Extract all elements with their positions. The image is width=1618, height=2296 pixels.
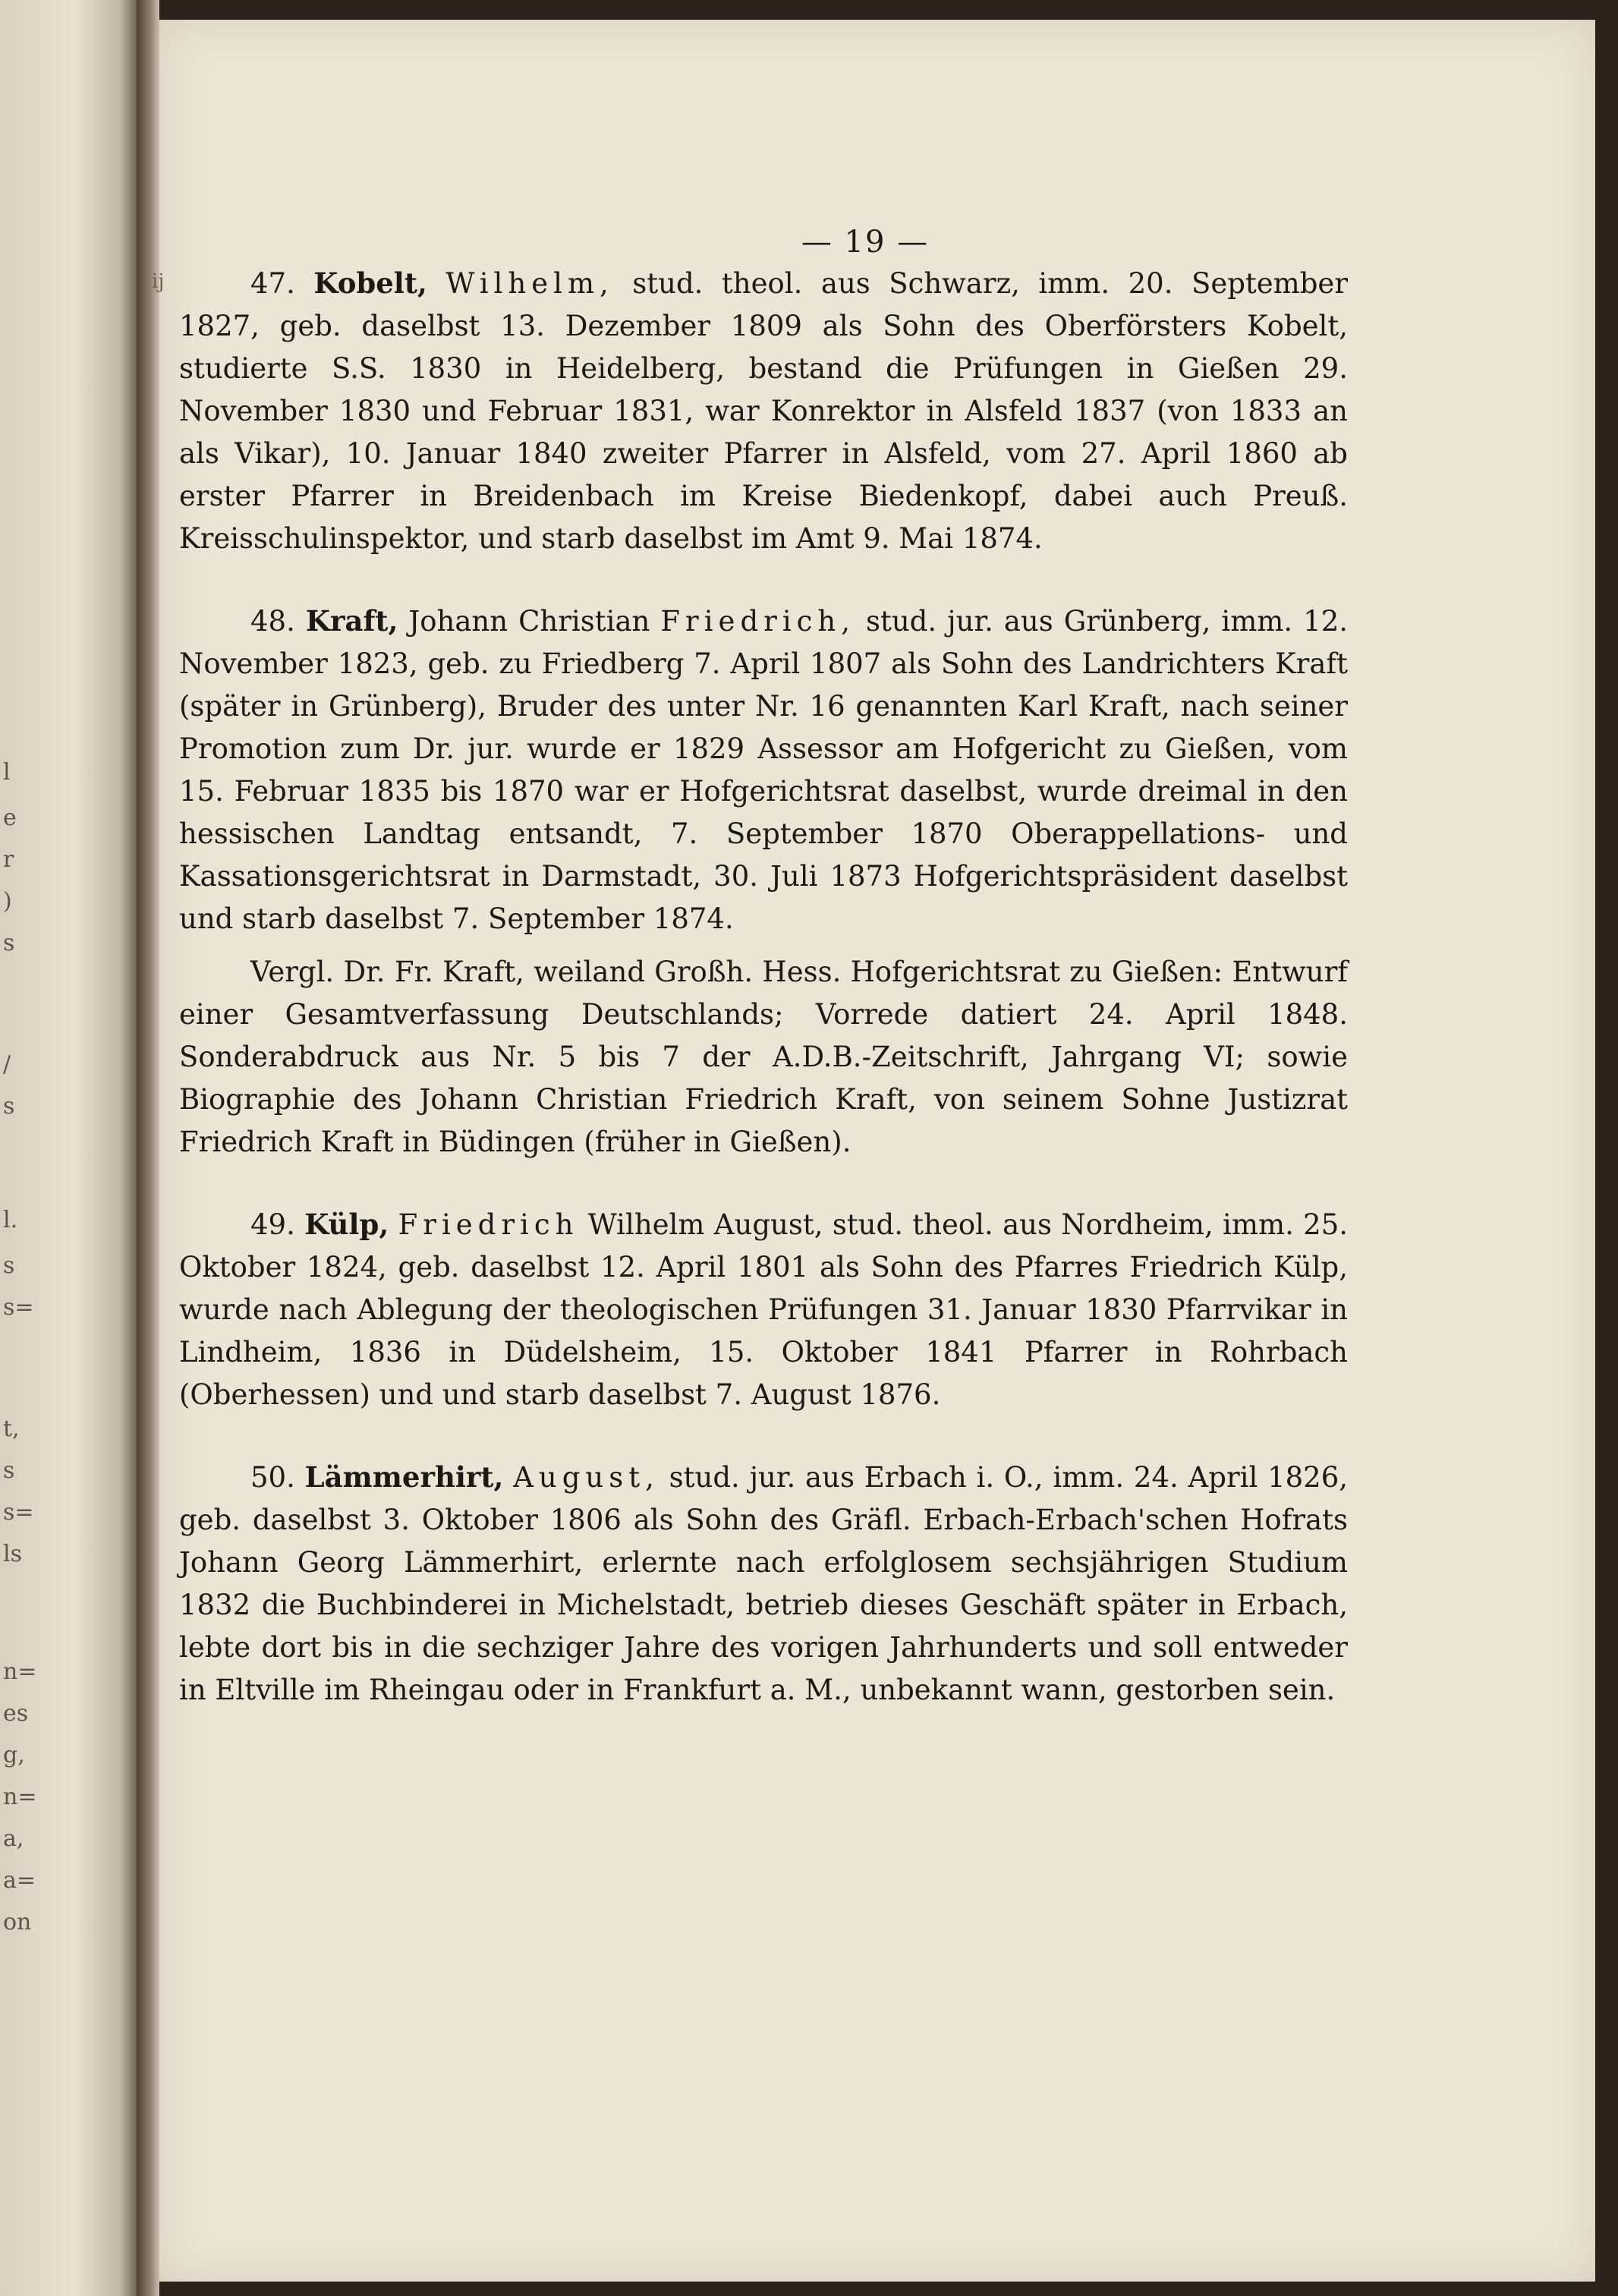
margin-fragment: s= <box>3 1294 34 1321</box>
entry-given-spaced: Friedrich, <box>660 605 855 638</box>
margin-fragment: e <box>3 805 17 831</box>
entry-surname: Lämmerhirt, <box>304 1460 504 1494</box>
page-body <box>179 262 1348 1712</box>
stray-mark: ij <box>152 270 165 293</box>
margin-fragment: s <box>3 930 15 956</box>
page-number: — 19 — <box>801 225 930 260</box>
margin-fragment: on <box>3 1909 32 1935</box>
margin-fragment: a, <box>3 1825 24 1852</box>
entry-text: stud. jur. aus Grünberg, imm. 12. November 1823, geb. zu Friedberg 7. April 1807 als Sohn des Landrichters Kraft (später in Grünberg), Bruder des unter Nr. 16 genannten Karl Kraft, nach seiner Promotion zum Dr. jur. wurde er 1829 Assessor am Hofgericht zu Gießen, vom 15. Februar 1835 bis 1870 war er Hofgerichtsrat daselbst, wurde dreimal in den hessischen Landtag entsandt, 7. September 1870 Oberappellations- und Kassationsgerichtsrat in Darmstadt, 30. Juli 1873 Hofgerichtspräsident daselbst und starb daselbst 7. September 1874. <box>179 605 1349 935</box>
entry-given-spaced: August, <box>513 1461 659 1494</box>
margin-fragment: s <box>3 1252 15 1279</box>
entry-surname: Kobelt, <box>313 266 427 300</box>
margin-fragment: n= <box>3 1784 37 1810</box>
entry-number: 50. <box>250 1461 295 1494</box>
margin-fragment: s <box>3 1093 15 1120</box>
margin-fragment: s <box>3 1457 15 1484</box>
margin-fragment: l. <box>3 1207 18 1233</box>
entry-text: Wilhelm August, stud. theol. aus Nordheim, imm. 25. Oktober 1824, geb. daselbst 12. April 1801 als Sohn des Pfarres Friedrich Külp, wurde nach Ablegung der theologischen Prüfungen 31. Januar 1830 Pfarrvikar in Lindheim, 1836 in Düdelsheim, 15. Oktober 1841 Pfarrer in Rohrbach (Oberhessen) und und starb daselbst 7. August 1876. <box>179 1208 1349 1411</box>
entry-number: 48. <box>250 605 295 638</box>
book-gutter <box>137 0 159 2296</box>
left-facing-page <box>0 0 137 2296</box>
entry-number: 49. <box>250 1208 295 1241</box>
margin-fragment: g, <box>3 1742 25 1768</box>
entry-47 <box>179 262 1348 560</box>
entry-given-spaced: Friedrich <box>398 1208 579 1241</box>
entry-surname: Kraft, <box>305 604 398 638</box>
entry-given-spaced: Wilhelm, <box>445 267 614 300</box>
entry-48-note: Vergl. Dr. Fr. Kraft, weiland Großh. Hess. Hofgerichtsrat zu Gießen: Entwurf einer Gesamtverfassung Deutschlands; Vorrede datiert 24. April 1848. Sonderabdruck aus Nr. 5 bis 7 der A.D.B.-Zeitschrift, Jahrgang VI; sowie Biographie des Johann Christian Friedrich Kraft, von seinem Sohne Justizrat Friedrich Kraft in Büdingen (früher in Gießen). <box>179 956 1348 1158</box>
margin-fragment: es <box>3 1700 29 1727</box>
entry-49 <box>179 1203 1348 1416</box>
margin-fragment: l <box>3 759 11 786</box>
margin-fragment: n= <box>3 1658 37 1685</box>
entry-text: stud. theol. aus Schwarz, imm. 20. September 1827, geb. daselbst 13. Dezember 1809 als Sohn des Oberförsters Kobelt, studierte S.S. 1830 in Heidelberg, bestand die Prüfungen in Gießen 29. November 1830 und Februar 1831, war Konrektor in Alsfeld 1837 (von 1833 an als Vikar), 10. Januar 1840 zweiter Pfarrer in Alsfeld, vom 27. April 1860 ab erster Pfarrer in Breidenbach im Kreise Biedenkopf, dabei auch Preuß. Kreisschulinspektor, und starb daselbst im Amt 9. Mai 1874. <box>179 267 1349 555</box>
entry-50 <box>179 1456 1348 1712</box>
margin-fragment: / <box>3 1051 11 1078</box>
margin-fragment: t, <box>3 1416 20 1442</box>
entry-given-rest: Johann Christian <box>408 605 661 638</box>
entry-text: stud. jur. aus Erbach i. O., imm. 24. April 1826, geb. daselbst 3. Oktober 1806 als Sohn des Gräfl. Erbach-Erbach'schen Hofrats Johann Georg Lämmerhirt, erlernte nach erfolglosem sechsjährigen Studium 1832 die Buchbinderei in Michelstadt, betrieb dieses Geschäft später in Erbach, lebte dort bis in die sechziger Jahre des vorigen Jahrhunderts und soll entweder in Eltville im Rheingau oder in Frankfurt a. M., unbekannt wann, gestorben sein. <box>179 1461 1349 1706</box>
margin-fragment: a= <box>3 1867 36 1894</box>
margin-fragment: r <box>3 846 14 873</box>
entry-48 <box>179 600 1348 940</box>
margin-fragment: s= <box>3 1499 34 1526</box>
margin-fragment: ) <box>3 888 12 915</box>
entry-surname: Külp, <box>304 1208 389 1241</box>
entry-number: 47. <box>250 267 295 300</box>
margin-fragment: ls <box>3 1541 22 1567</box>
